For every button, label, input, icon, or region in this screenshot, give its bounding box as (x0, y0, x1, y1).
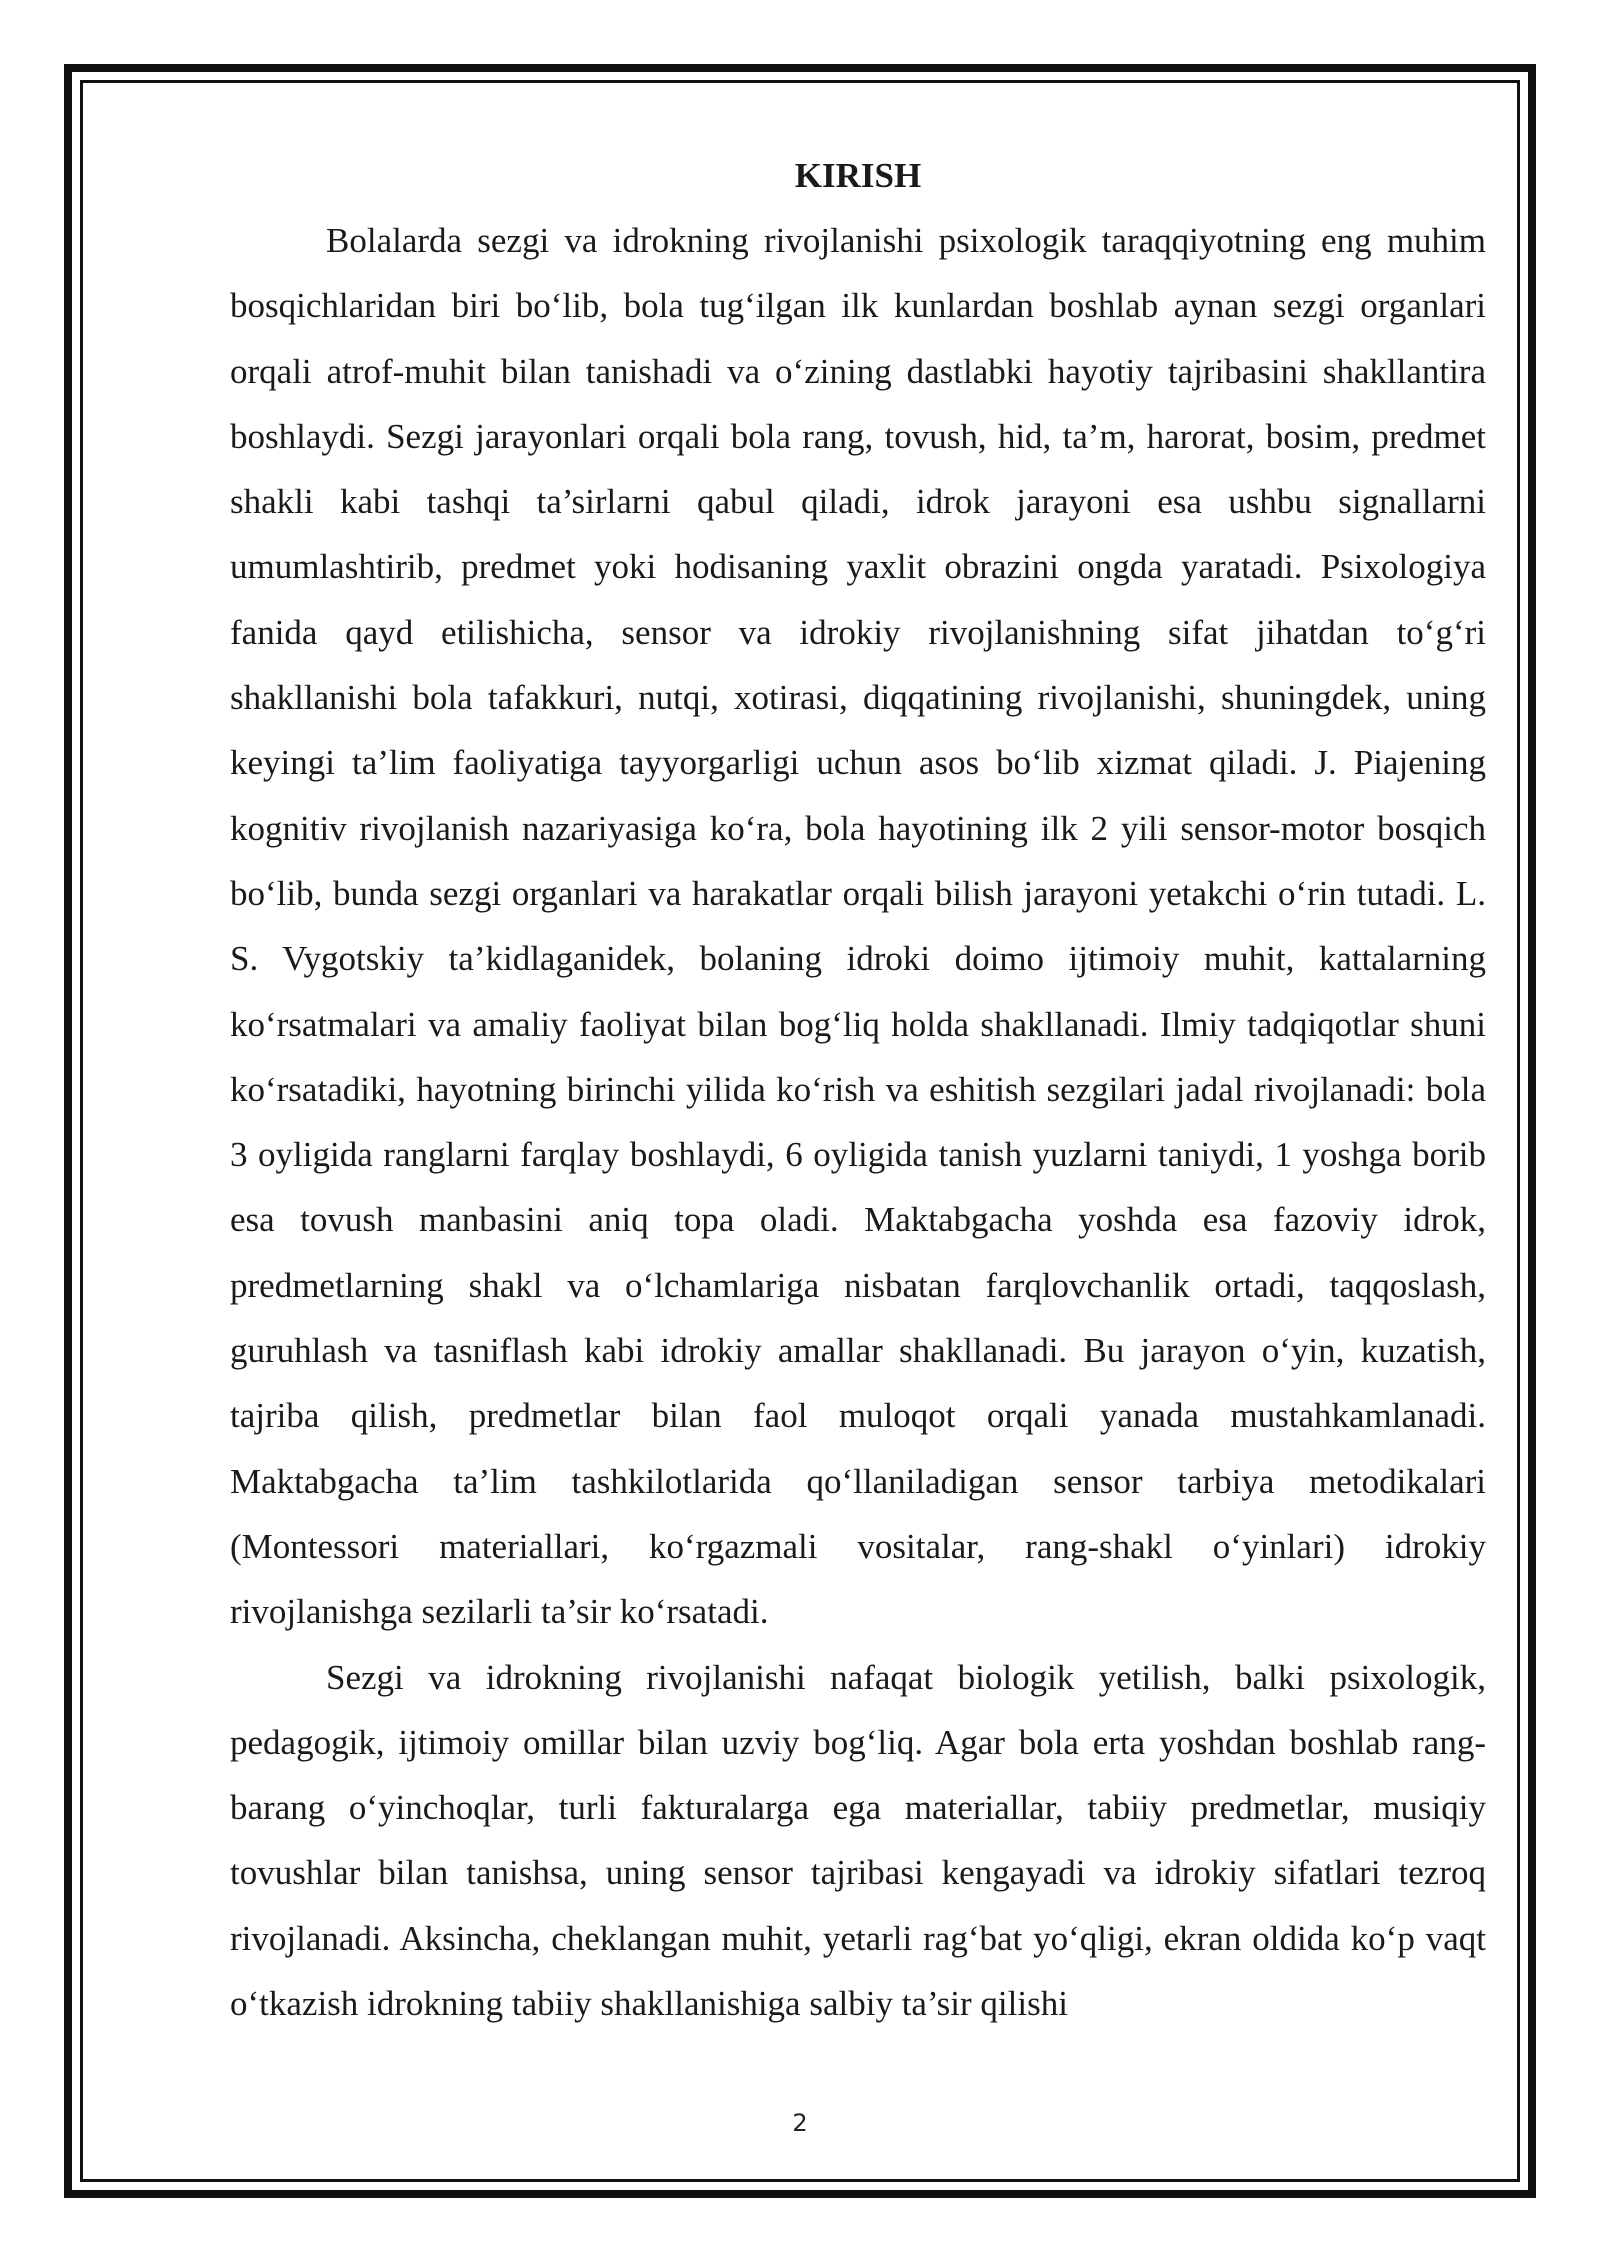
page-number: 2 (792, 2109, 808, 2137)
page-content (230, 146, 1486, 2036)
paragraph-2: Sezgi va idrokning rivojlanishi nafaqat biologik yetilish, balki psixologik, pedagogik, ijtimoiy omillar bilan uzviy bog‘liq. Agar bola erta yoshdan boshlab rang-barang o‘yinchoqlar, turli fakturalarga ega materiallar, tabiiy predmetlar, musiqiy tovushlar bilan tanishsa, uning sensor tajribasi kengayadi va idrokiy sifatlari tezroq rivojlanadi. Aksincha, cheklangan muhit, yetarli rag‘bat yo‘qligi, ekran oldida ko‘p vaqt o‘tkazish idrokning tabiiy shakllanishiga salbiy ta’sir qilishi (230, 1657, 1486, 2024)
section-title: KIRISH (794, 156, 922, 195)
paragraph-1: Bolalarda sezgi va idrokning rivojlanishi psixologik taraqqiyotning eng muhim bosqichlaridan biri bo‘lib, bola tug‘ilgan ilk kunlardan boshlab aynan sezgi organlari orqali atrof-muhit bilan tanishadi va o‘zining dastlabki hayotiy tajribasini shakllantira boshlaydi. Sezgi jarayonlari orqali bola rang, tovush, hid, ta’m, harorat, bosim, predmet shakli kabi tashqi ta’sirlarni qabul qiladi, idrok jarayoni esa ushbu signallarni umumlashtirib, predmet yoki hodisaning yaxlit obrazini ongda yaratadi. Psixologiya fanida qayd etilishicha, sensor va idrokiy rivojlanishning sifat jihatdan to‘g‘ri shakllanishi bola tafakkuri, nutqi, xotirasi, diqqatining rivojlanishi, shuningdek, uning keyingi ta’lim faoliyatiga tayyorgarligi uchun asos bo‘lib xizmat qiladi. J. Piajening kognitiv rivojlanish nazariyasiga ko‘ra, bola hayotining ilk 2 yili sensor-motor bosqich bo‘lib, bunda sezgi organlari va harakatlar orqali bilish jarayoni yetakchi o‘rin tutadi. L. S. Vygotskiy ta’kidlaganidek, bolaning idroki doimo ijtimoiy muhit, kattalarning ko‘rsatmalari va amaliy faoliyat bilan bog‘liq holda shakllanadi. Ilmiy tadqiqotlar shuni ko‘rsatadiki, hayotning birinchi yilida ko‘rish va eshitish sezgilari jadal rivojlanadi: bola 3 oyligida ranglarni farqlay boshlaydi, 6 oyligida tanish yuzlarni taniydi, 1 yoshga borib esa tovush manbasini aniq topa oladi. Maktabgacha yoshda esa fazoviy idrok, predmetlarning shakl va o‘lchamlariga nisbatan farqlovchanlik ortadi, taqqoslash, guruhlash va tasniflash kabi idrokiy amallar shakllanadi. Bu jarayon o‘yin, kuzatish, tajriba qilish, predmetlar bilan faol muloqot orqali yanada mustahkamlanadi. Maktabgacha ta’lim tashkilotlarida qo‘llaniladigan sensor tarbiya metodikalari (Montessori materiallari, ko‘rgazmali vositalar, rang-shakl o‘yinlari) idrokiy rivojlanishga sezilarli ta’sir ko‘rsatadi. (230, 221, 1486, 1632)
